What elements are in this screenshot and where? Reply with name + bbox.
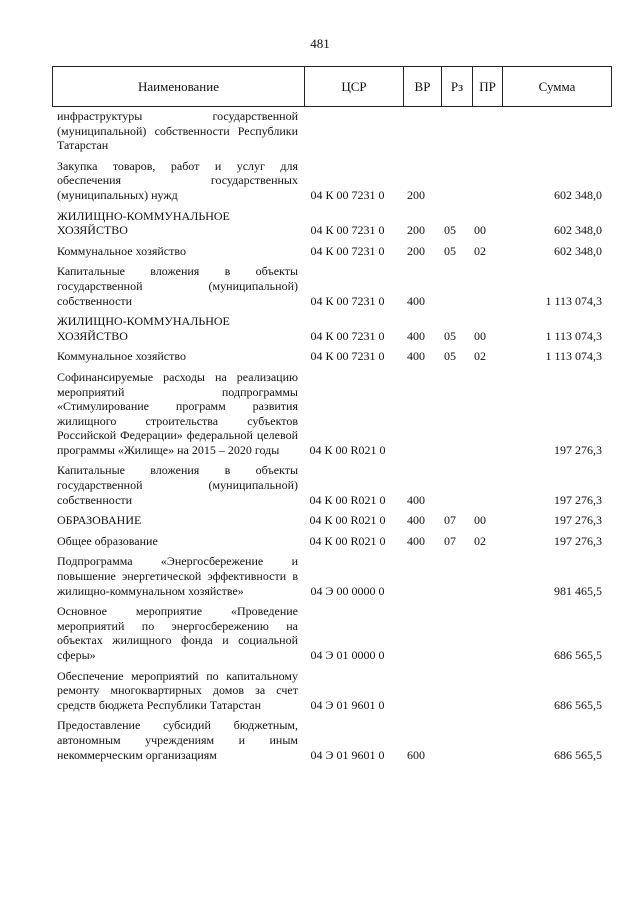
row-csr: 04 Э 01 9601 0 (310, 697, 385, 712)
row-csr: 04 Э 01 0000 0 (310, 648, 385, 662)
row-name: Общее образование (57, 533, 158, 548)
table-row (57, 314, 602, 343)
row-sum: 686 565,5 (554, 697, 602, 712)
row-name: Подпрограмма «Энергосбережение и повышение энергетической эффективности в жилищно-коммунальном хозяйстве» (57, 554, 298, 598)
header-sum: Сумма (502, 67, 611, 106)
row-csr: 04 К 00 R021 0 (309, 442, 386, 457)
table-row (57, 604, 602, 662)
row-rz: 05 (444, 349, 456, 364)
row-vr: 400 (407, 349, 425, 364)
row-name: ОБРАЗОВАНИЕ (57, 513, 142, 528)
row-name: Основное мероприятие «Проведение мероприятий по энергосбережению на объектах жилищного фонда и социальной сферы» (57, 604, 298, 662)
row-vr: 600 (407, 747, 425, 762)
row-name: ЖИЛИЩНО-КОММУНАЛЬНОЕ ХОЗЯЙСТВО (57, 208, 230, 238)
row-csr: 04 Э 01 9601 0 (310, 747, 385, 762)
row-sum: 602 348,0 (554, 223, 602, 238)
row-csr: 04 К 00 R021 0 (309, 513, 386, 528)
row-name: Капитальные вложения в объекты государственной (муниципальной) собственности (57, 264, 298, 308)
row-vr: 400 (407, 513, 425, 528)
table-row (57, 718, 602, 762)
row-sum: 981 465,5 (554, 583, 602, 598)
row-csr: 04 К 00 7231 0 (310, 243, 385, 258)
row-sum: 686 565,5 (554, 747, 602, 762)
table-row (57, 244, 602, 259)
row-csr: 04 К 00 7231 0 (310, 187, 385, 202)
table-row (57, 463, 602, 507)
table-row (57, 370, 602, 458)
row-csr: 04 К 00 R021 0 (309, 492, 386, 507)
row-csr: 04 К 00 R021 0 (309, 533, 386, 548)
row-rz: 05 (444, 328, 456, 343)
table-row (57, 554, 602, 598)
row-sum: 1 113 074,3 (545, 328, 602, 343)
row-rz: 05 (444, 223, 456, 238)
page-number: 481 (310, 36, 330, 51)
row-vr: 200 (407, 187, 425, 202)
row-name: Капитальные вложения в объекты государственной (муниципальной) собственности (57, 463, 298, 507)
row-sum: 197 276,3 (554, 442, 602, 457)
table-row (57, 264, 602, 308)
row-vr: 200 (407, 223, 425, 238)
row-csr: 04 К 00 7231 0 (310, 349, 385, 364)
table-row (57, 159, 602, 203)
row-name: Предоставление субсидий бюджетным, автономным учреждениям и иным некоммерческим организациям (57, 718, 298, 762)
row-pr: 02 (474, 533, 486, 548)
table-row (57, 209, 602, 238)
row-vr: 200 (407, 243, 425, 258)
row-vr: 400 (407, 533, 425, 548)
table-row (57, 109, 602, 153)
table-row (57, 513, 602, 528)
row-csr: 04 К 00 7231 0 (310, 223, 385, 238)
row-pr: 00 (474, 513, 486, 528)
row-csr: 04 К 00 7231 0 (310, 328, 385, 343)
row-vr: 400 (407, 328, 425, 343)
row-name: Закупка товаров, работ и услуг для обеспечения государственных (муниципальных) нужд (57, 158, 298, 202)
table-header (52, 66, 612, 107)
row-pr: 02 (474, 243, 486, 258)
row-name: Софинансируемые расходы на реализацию мероприятий подпрограммы «Стимулирование программ развития жилищного строительства субъектов Российской Федерации» федеральной целевой программы «Жилище» на 2015 – 2020 годы (57, 369, 298, 457)
row-csr: 04 К 00 7231 0 (310, 293, 385, 308)
row-sum: 686 565,5 (554, 648, 602, 662)
row-name: ЖИЛИЩНО-КОММУНАЛЬНОЕ ХОЗЯЙСТВО (57, 314, 230, 343)
row-name: Коммунальное хозяйство (57, 243, 186, 258)
table-body (57, 109, 602, 768)
row-rz: 05 (444, 243, 456, 258)
row-sum: 197 276,3 (554, 513, 602, 528)
header-name: Наименование (138, 78, 219, 94)
table-row (57, 669, 602, 713)
row-sum: 602 348,0 (554, 187, 602, 202)
header-vr: ВР (403, 67, 441, 106)
row-rz: 07 (444, 513, 456, 528)
row-vr: 400 (407, 293, 425, 308)
row-sum: 1 113 074,3 (545, 293, 602, 308)
row-name: инфраструктуры государственной (муниципальной) собственности Республики Татарстан (57, 109, 298, 153)
row-pr: 00 (474, 328, 486, 343)
row-sum: 197 276,3 (554, 492, 602, 507)
table-row (57, 534, 602, 549)
header-csr: ЦСР (304, 67, 403, 106)
row-name: Обеспечение мероприятий по капитальному ремонту многоквартирных домов за счет средств бюджета Республики Татарстан (57, 668, 298, 712)
header-pr: ПР (472, 67, 502, 106)
row-csr: 04 Э 00 0000 0 (310, 583, 385, 598)
row-vr: 400 (407, 492, 425, 507)
row-sum: 602 348,0 (554, 243, 602, 258)
row-name: Коммунальное хозяйство (57, 349, 186, 364)
header-rz: Рз (441, 67, 472, 106)
row-pr: 02 (474, 349, 486, 364)
row-sum: 1 113 074,3 (545, 349, 602, 364)
row-rz: 07 (444, 533, 456, 548)
row-sum: 197 276,3 (554, 533, 602, 548)
row-pr: 00 (474, 223, 486, 238)
table-row (57, 349, 602, 364)
